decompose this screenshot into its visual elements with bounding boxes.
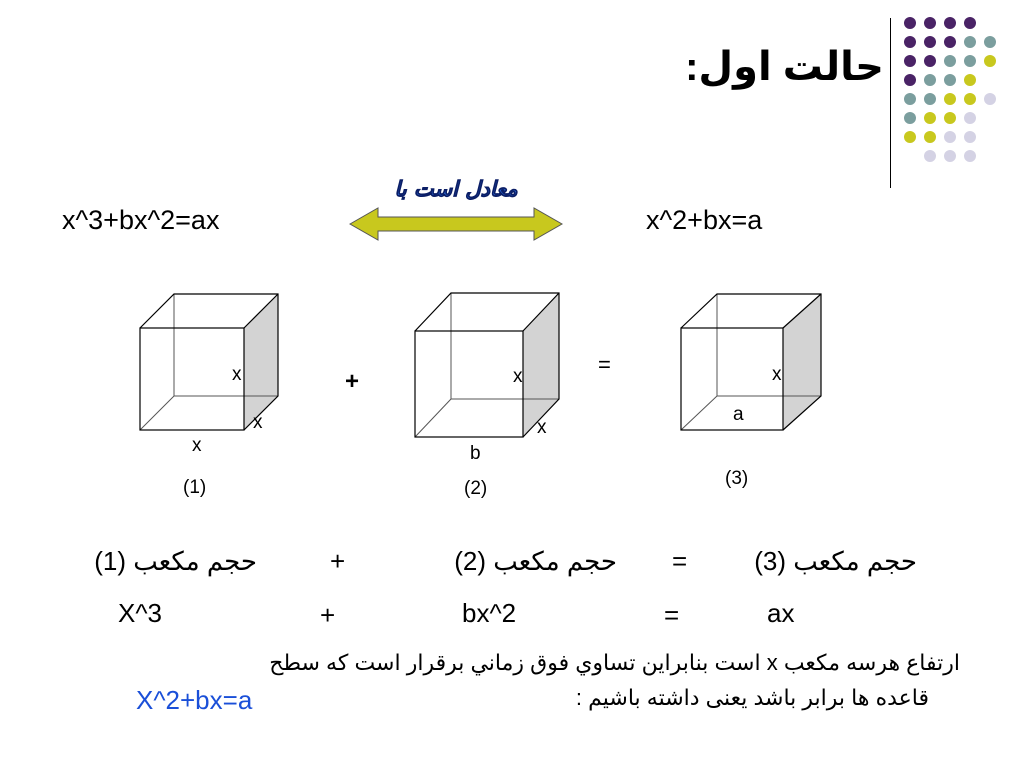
decor-dot bbox=[984, 36, 996, 48]
cube-2-edge-depth: x bbox=[537, 417, 547, 438]
cube-1-edge-bottom: x bbox=[192, 435, 202, 456]
double-arrow bbox=[348, 205, 564, 243]
volume-equals: = bbox=[672, 546, 688, 576]
decor-dot bbox=[904, 36, 916, 48]
decor-dot bbox=[924, 36, 936, 48]
decor-dot bbox=[944, 131, 956, 143]
cube-3-edge-bottom: a bbox=[733, 404, 744, 425]
decor-dot bbox=[924, 131, 936, 143]
result-equation: X^2+bx=a bbox=[136, 685, 253, 715]
plus-sign: + bbox=[345, 368, 360, 395]
cube-3-edge-right: x bbox=[772, 364, 782, 385]
formula-equals: = bbox=[664, 600, 680, 630]
formula-x-cubed: X^3 bbox=[118, 598, 163, 628]
decor-dot bbox=[904, 17, 916, 29]
equals-sign: = bbox=[598, 352, 611, 377]
decor-dot bbox=[924, 93, 936, 105]
decor-dot bbox=[944, 93, 956, 105]
decor-dot bbox=[964, 74, 976, 86]
cube-1-edge-depth: x bbox=[253, 412, 263, 433]
dot-grid-decoration bbox=[898, 14, 1018, 164]
cube-1-edge-right: x bbox=[232, 364, 242, 385]
volume-term-2: حجم مکعب (2) bbox=[454, 546, 617, 576]
slide-title: حالت اول: bbox=[685, 45, 884, 89]
cube-3 bbox=[679, 294, 821, 434]
decor-dot bbox=[964, 131, 976, 143]
decor-dot bbox=[944, 74, 956, 86]
decor-dot bbox=[904, 112, 916, 124]
formula-bx-squared: bx^2 bbox=[462, 598, 517, 628]
decor-dot bbox=[984, 55, 996, 67]
decor-dot bbox=[944, 36, 956, 48]
volume-plus: + bbox=[330, 546, 346, 576]
decor-dot bbox=[904, 93, 916, 105]
cube-1-caption: (1) bbox=[183, 477, 207, 498]
cube-2-edge-right: x bbox=[513, 366, 523, 387]
cube-2-caption: (2) bbox=[464, 478, 488, 499]
decor-dot bbox=[904, 131, 916, 143]
decor-dot bbox=[964, 17, 976, 29]
title-divider bbox=[890, 18, 891, 188]
decor-dot bbox=[904, 55, 916, 67]
volume-term-1: حجم مکعب (1) bbox=[94, 546, 257, 576]
decor-dot bbox=[924, 150, 936, 162]
left-equation: x^3+bx^2=ax bbox=[62, 205, 220, 235]
arrow-caption: معادل است با bbox=[394, 177, 518, 201]
decor-dot bbox=[924, 74, 936, 86]
decor-dot bbox=[944, 150, 956, 162]
decor-dot bbox=[964, 150, 976, 162]
decor-dot bbox=[964, 93, 976, 105]
cube-3-caption: (3) bbox=[725, 468, 749, 489]
arrow-caption-art bbox=[380, 172, 532, 206]
explanation-line-1: ارتفاع هرسه مکعب x است بنابراين تساوي فوق زماني برقرار است که سطح bbox=[269, 650, 960, 675]
decor-dot bbox=[964, 36, 976, 48]
cube-2-edge-bottom: b bbox=[470, 443, 481, 464]
decor-dot bbox=[964, 112, 976, 124]
decor-dot bbox=[924, 112, 936, 124]
decor-dot bbox=[944, 55, 956, 67]
decor-dot bbox=[924, 55, 936, 67]
volume-term-3: حجم مکعب (3) bbox=[754, 546, 917, 576]
formula-ax: ax bbox=[767, 598, 795, 628]
formula-plus: + bbox=[320, 600, 336, 630]
decor-dot bbox=[944, 112, 956, 124]
decor-dot bbox=[944, 17, 956, 29]
decor-dot bbox=[924, 17, 936, 29]
decor-dot bbox=[904, 74, 916, 86]
decor-dot bbox=[964, 55, 976, 67]
right-equation: x^2+bx=a bbox=[646, 205, 763, 235]
decor-dot bbox=[984, 93, 996, 105]
explanation-line-2: قاعده ها برابر باشد یعنی داشته باشیم : bbox=[575, 685, 929, 710]
